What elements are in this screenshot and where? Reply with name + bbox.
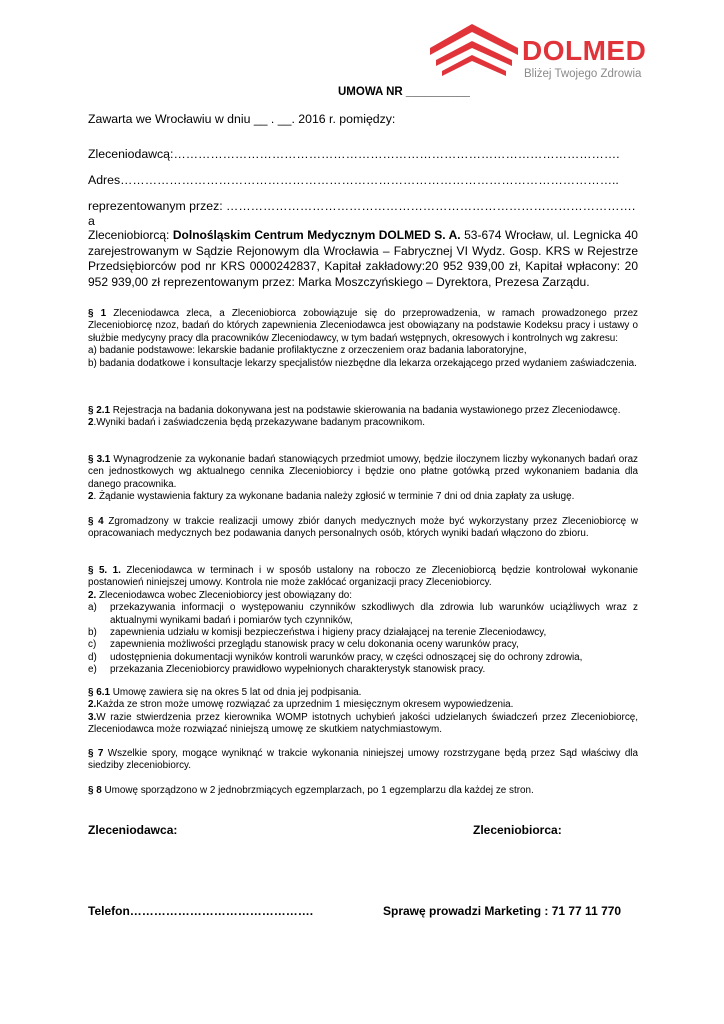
section-2 [88,405,638,430]
contractor-signature-label: Zleceniobiorca: [473,823,562,837]
dolmed-logo [428,22,647,86]
point-number: 2 [88,491,94,503]
point-number: 3. [88,711,97,723]
logo-slogan: Bliżej Twojego Zdrowia [524,68,642,80]
point-number: 2. [88,589,97,601]
list-item: a) przekazywania informacji o występowaniu czynników szkodliwych dla zdrowia lub warunków uciążliwych wraz z aktualnymi wynikami badań i pomiarów tych czynników, [88,602,638,626]
contractor-details: 53-674 Wrocław, ul. Legnicka 40 zarejestrowanym w Sądzie Rejonowym dla Wrocławia – Fabrycznej VI Wydz. Gosp. KRS w Rejestrze Przedsiębiorców pod nr KRS 0000242837, Kapitał zakładowy:20 952 939,00 zł, Kapitał wpłacony: 20 952 939,00 zł reprezentowanym przez: Marka Moszczyńskiego – Dyrektora, Prezesa Zarządu. [88,228,638,289]
section-mark: § 6.1 [88,687,110,698]
section-mark: § 2.1 [88,405,110,416]
section-text: Umowę zawiera się na okres 5 lat od dnia jej podpisania. [109,687,362,698]
contractor-name: Dolnośląskim Centrum Medycznym DOLMED S. A. [172,228,461,242]
section-text: Zleceniodawca zleca, a Zleceniobiorca zobowiązuje się do przeprowadzenia, w ramach prowadzonego przez Zleceniobiorcę nzoz, badań do których zapewnienia Zleceniodawca jest obowiązany na podstawie Kodeksu pracy i ustawy o służbie medycyny pracy dla pracowników Zleceniodawcy, w tym badań wstępnych, okresowych i kontrolnych wg zakresu: [88,308,638,344]
phone-field[interactable]: Telefon………………………………………. [88,904,314,918]
point-text: Każda ze stron może umowę rozwiązać za uprzednim 1 miesięcznym okresem wypowiedzenia. [96,699,514,711]
section-text: Rejestracja na badania dokonywana jest na podstawie skierowania na badania wystawionego przez Zleceniodawcę. [109,405,621,416]
contract-title: UMOWA NR __________ [338,86,470,98]
house-roof-icon [428,22,520,84]
item-a: a) badanie podstawowe: lekarskie badanie profilaktyczne z orzeczeniem oraz badania laboratoryjne, [88,345,527,357]
section-4 [88,516,638,541]
and-word: a [88,214,95,228]
point-number: 2. [88,699,97,711]
section-8 [88,785,638,797]
section-text: Umowę sporządzono w 2 jednobrzmiących egzemplarzach, po 1 egzemplarzu dla każdej ze stron. [101,785,534,796]
section-5 [88,565,638,677]
client-signature-label: Zleceniodawca: [88,823,178,837]
list-item: c) zapewnienia możliwości przeglądu stanowisk pracy w celu dokonania oceny warunków pracy, [88,639,519,651]
section-3 [88,454,638,504]
contractor-paragraph [88,228,638,290]
point-number: 2 [88,417,94,429]
point-text: Zleceniodawca wobec Zleceniobiorcy jest obowiązany do: [96,589,353,601]
section-text: Wynagrodzenie za wykonanie badań stanowiących przedmiot umowy, będzie iloczynem liczby wykonanych badań oraz cen jednostkowych wg aktualnego cennika Zleceniobiorcy i będzie ono płatne gotówką przed wykonaniem badania dla danego pracownika. [88,454,638,490]
section-mark: § 7 [88,748,104,759]
list-item: d) udostępnienia dokumentacji wyników kontroli warunków pracy, w części odnoszącej się do ochrony zdrowia, [88,651,583,663]
point-text: .Wyniki badań i zaświadczenia będą przekazywane badanym pracownikom. [93,417,425,429]
contractor-prefix: Zleceniobiorcą: [88,228,173,242]
representative-field[interactable]: reprezentowanym przez: ………………………………………………………………………………………. [88,199,636,213]
point-text: W razie stwierdzenia przez kierownika WOMP istotnych uchybień jakości udzielanych świadczeń przez Zleceniobiorcę, Zleceniodawca może rozwiązać niniejszą umowę ze skutkiem natychmiastowym. [88,711,638,736]
section-mark: § 3.1 [88,454,111,465]
section-7 [88,748,638,773]
address-field[interactable]: Adres………………………………………………………………………………………………………….. [88,173,619,187]
item-b: b) badania dodatkowe i konsultacje lekarzy specjalistów niezbędne dla lekarza orzekającego przed wydaniem zaświadczenia. [88,357,637,369]
obligations-list [88,602,638,676]
section-1 [88,308,638,370]
section-text: Zleceniodawca w terminach i w sposób ustalony na roboczo ze Zleceniobiorcą będzie kontrolował wykonanie postanowień niniejszej umowy. Kontrola nie może zakłócać organizacji pracy Zleceniobiorcy. [88,565,638,589]
section-6 [88,687,638,737]
logo-name: DOLMED [522,35,647,66]
section-mark: § 8 [88,785,102,796]
section-mark: § 1 [88,308,107,319]
point-text: . Żądanie wystawienia faktury za wykonane badania należy zgłosić w terminie 7 dni od dnia zapłaty za usługę. [93,491,575,503]
section-text: Zgromadzony w trakcie realizacji umowy zbiór danych medycznych może być wykorzystany przez Zleceniobiorcę w opracowaniach medycznych bez podawania danych personalnych osób, których wyniki badań włączono do zbioru. [88,516,638,540]
list-item: b) zapewnienia udziału w komisji bezpieczeństwa i higieny pracy działającej na terenie Zleceniodawcy, [88,627,547,639]
list-item: e) przekazania Zleceniobiorcy prawidłowo wypełnionych charakterystyk stanowisk pracy. [88,664,486,676]
intro-line: Zawarta we Wrocławiu w dniu __ . __. 2016 r. pomiędzy: [88,112,396,126]
section-mark: § 4 [88,516,104,527]
section-mark: § 5. 1. [88,565,121,576]
client-field[interactable]: Zleceniodawcą:………………………………………………………………………………………………. [88,147,620,161]
marketing-contact: Sprawę prowadzi Marketing : 71 77 11 770 [383,904,622,918]
section-text: Wszelkie spory, mogące wyniknąć w trakcie wykonania niniejszej umowy rozstrzygane będą przez Sąd właściwy dla siedziby zleceniobiorcy. [88,748,638,772]
